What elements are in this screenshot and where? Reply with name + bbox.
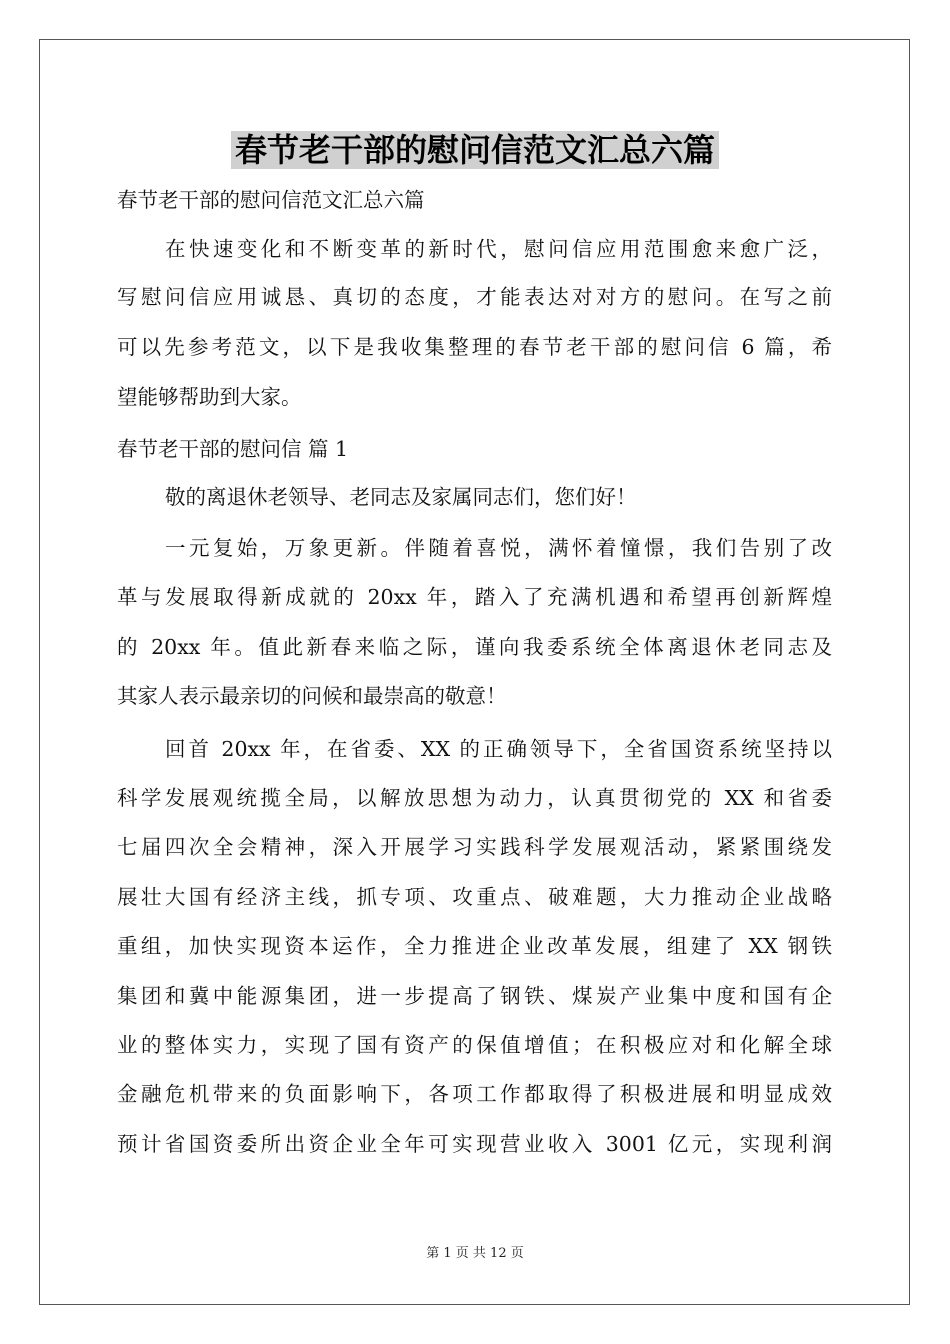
- paragraph-line: 可以先参考范文，以下是我收集整理的春节老干部的慰问信 6 篇，希: [117, 335, 832, 359]
- paragraph-line: 集团和冀中能源集团，进一步提高了钢铁、煤炭产业集中度和国有企: [117, 984, 832, 1008]
- paragraph-line: 写慰问信应用诚恳、真切的态度，才能表达对对方的慰问。在写之前: [117, 285, 832, 309]
- subtitle-line: 春节老干部的慰问信范文汇总六篇: [117, 188, 425, 212]
- paragraph-line: 望能够帮助到大家。: [117, 385, 302, 409]
- paragraph-line: 展壮大国有经济主线，抓专项、攻重点、破难题，大力推动企业战略: [117, 885, 832, 909]
- paragraph-line: 革与发展取得新成就的 20xx 年，踏入了充满机遇和希望再创新辉煌: [117, 585, 832, 609]
- paragraph-line: 七届四次全会精神，深入开展学习实践科学发展观活动，紧紧围绕发: [117, 835, 832, 859]
- paragraph-line: 重组，加快实现资本运作，全力推进企业改革发展，组建了 XX 钢铁: [117, 934, 832, 958]
- paragraph-line: 业的整体实力，实现了国有资产的保值增值；在积极应对和化解全球: [117, 1033, 832, 1057]
- paragraph-line: 科学发展观统揽全局，以解放思想为动力，认真贯彻党的 XX 和省委: [117, 786, 832, 810]
- paragraph-line: 预计省国资委所出资企业全年可实现营业收入 3001 亿元，实现利润: [117, 1132, 832, 1156]
- salutation-line: 敬的离退休老领导、老同志及家属同志们，您们好！: [165, 485, 637, 509]
- section-heading: 春节老干部的慰问信 篇 1: [117, 437, 349, 461]
- paragraph-line: 的 20xx 年。值此新春来临之际，谨向我委系统全体离退休老同志及: [117, 635, 832, 659]
- page-number: 第 1 页 共 12 页: [426, 1246, 524, 1261]
- document-title-text: 春节老干部的慰问信范文汇总六篇: [231, 131, 719, 169]
- paragraph-line: 回首 20xx 年，在省委、XX 的正确领导下，全省国资系统坚持以: [165, 737, 832, 761]
- paragraph-line: 一元复始，万象更新。伴随着喜悦，满怀着憧憬，我们告别了改: [165, 536, 832, 560]
- paragraph-line: 在快速变化和不断变革的新时代，慰问信应用范围愈来愈广泛，: [165, 237, 832, 261]
- paragraph-line: 金融危机带来的负面影响下，各项工作都取得了积极进展和明显成效: [117, 1082, 832, 1106]
- page-frame: [39, 39, 910, 1305]
- document-title: [0, 128, 950, 172]
- paragraph-line: 其家人表示最亲切的问候和最崇高的敬意！: [117, 684, 507, 708]
